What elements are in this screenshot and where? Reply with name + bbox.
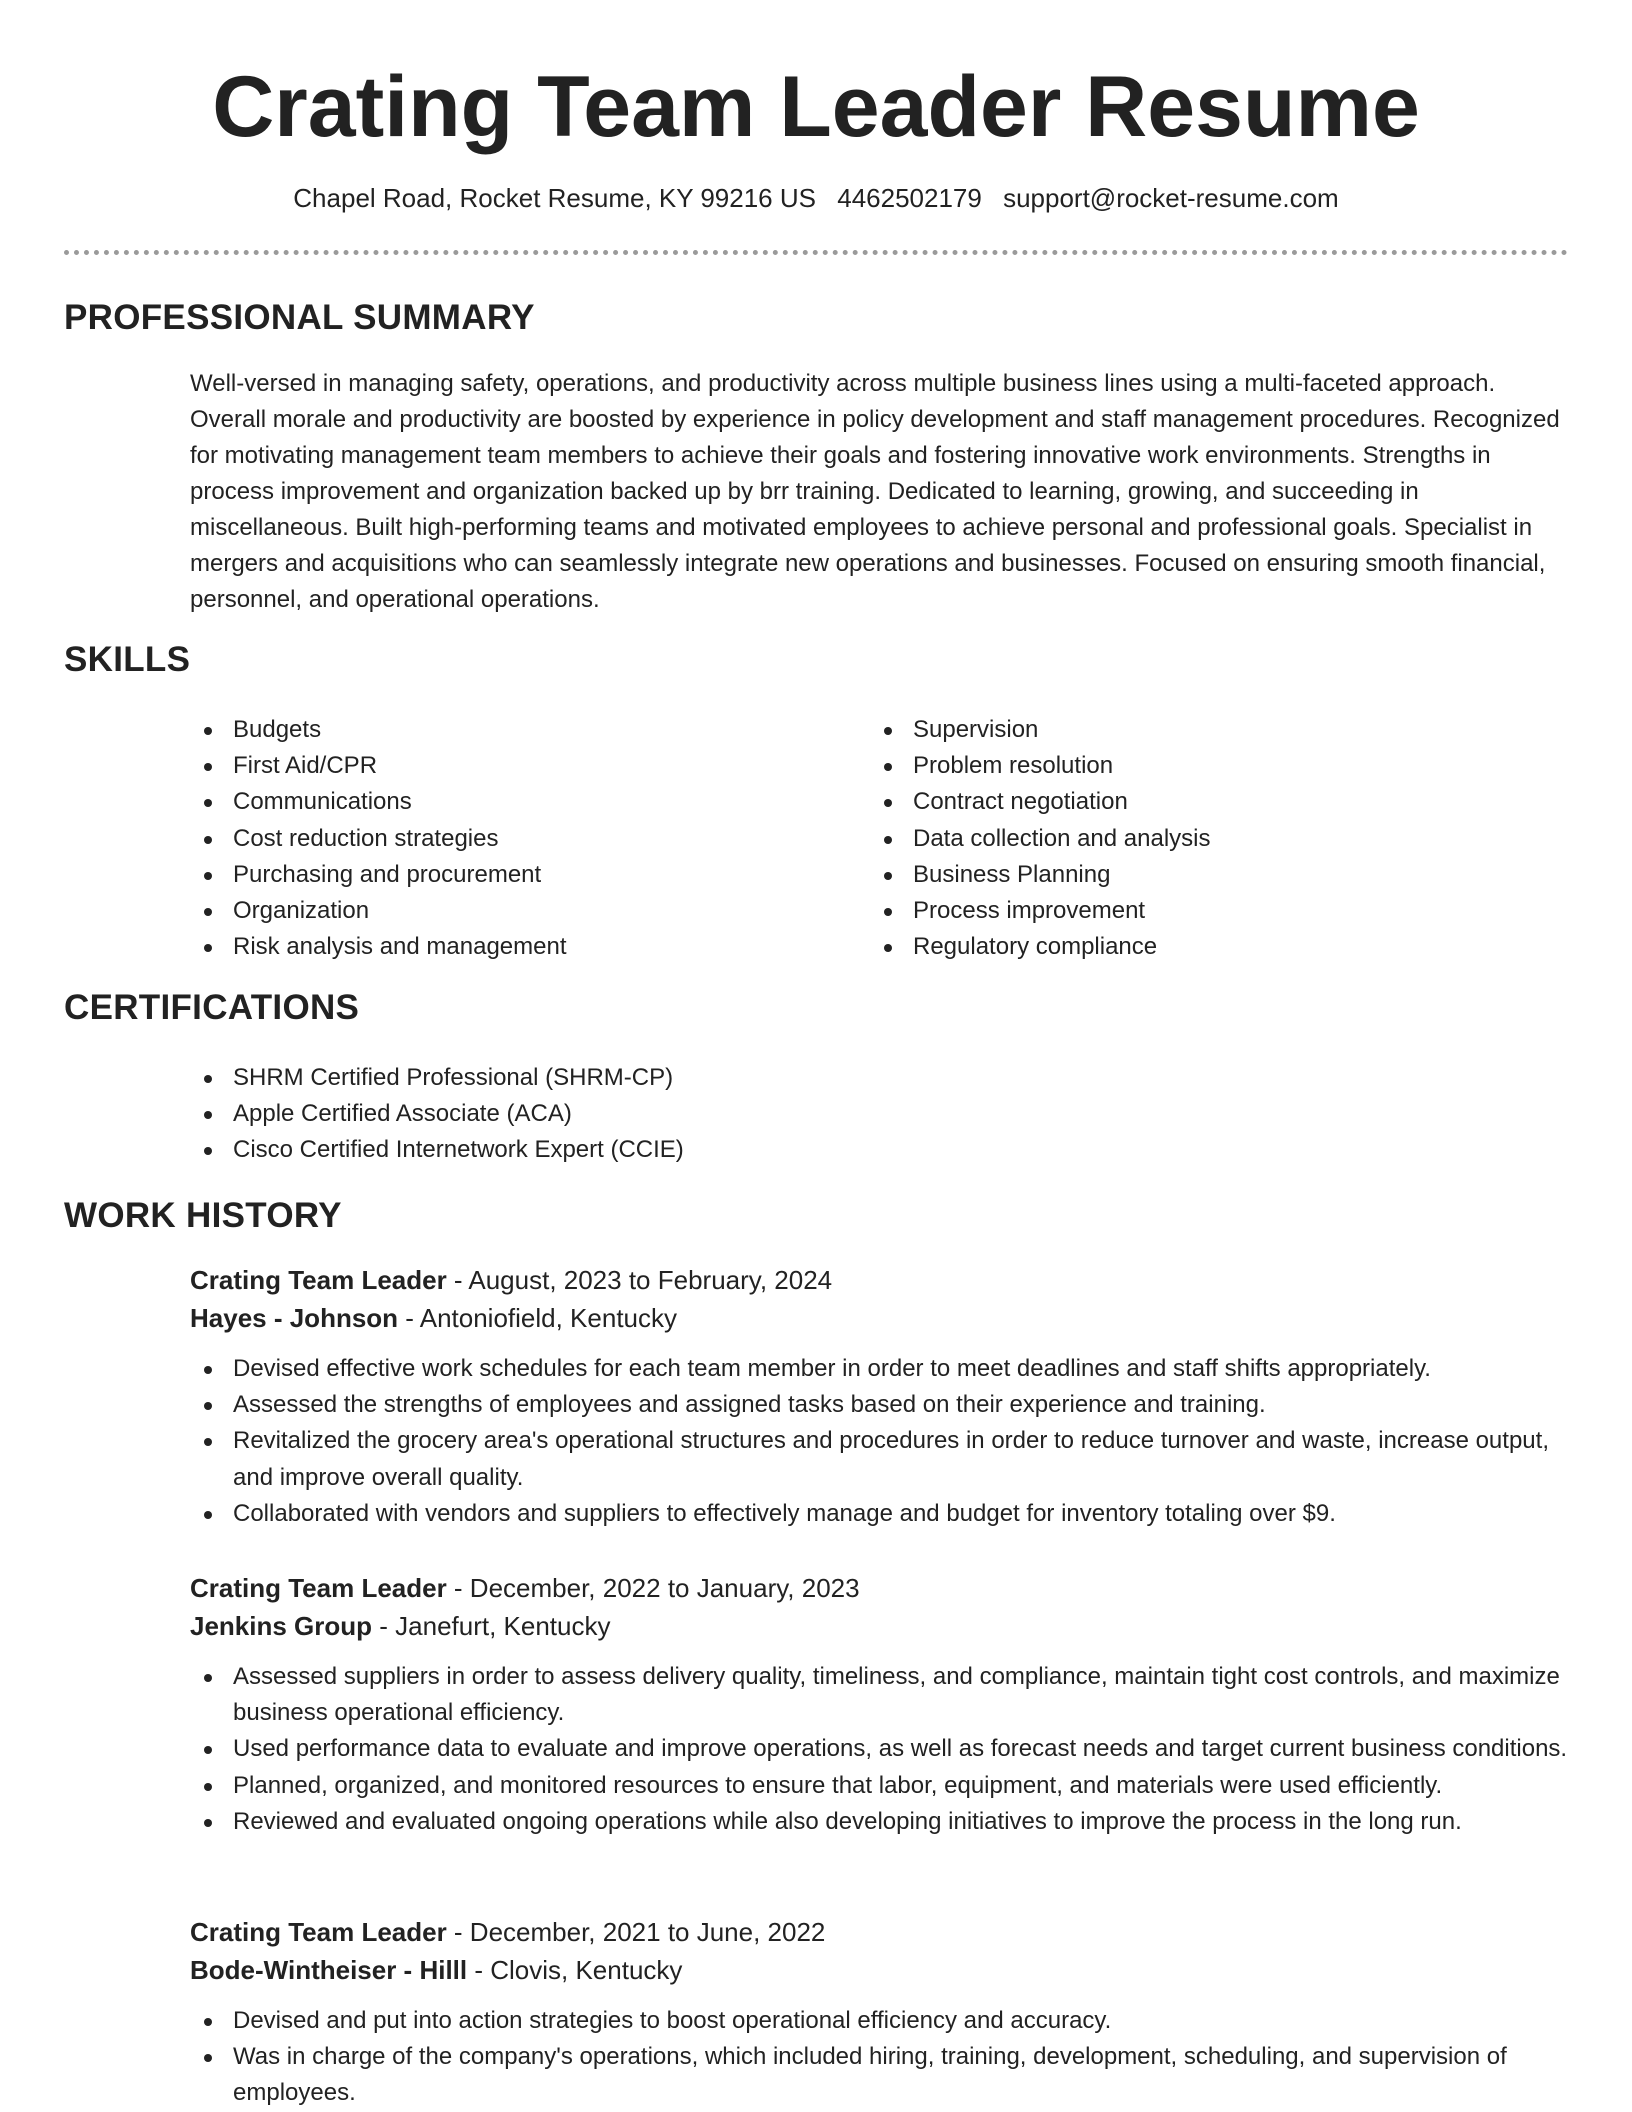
job-bullet: Collaborated with vendors and suppliers to effectively manage and budget for inventory totaling over $9. bbox=[190, 1496, 1570, 1532]
skill-item: Data collection and analysis bbox=[870, 821, 1510, 857]
work-history-heading: WORK HISTORY bbox=[64, 1196, 342, 1235]
certifications-list bbox=[190, 1060, 1190, 1169]
job-dates: - August, 2023 to February, 2024 bbox=[446, 1265, 833, 1295]
certification-item: Cisco Certified Internetwork Expert (CCIE) bbox=[190, 1132, 1190, 1168]
job-location: - Clovis, Kentucky bbox=[467, 1955, 683, 1985]
job-company: Bode-Wintheiser - Hilll bbox=[190, 1955, 468, 1985]
job-bullets bbox=[190, 2003, 1570, 2112]
skills-column-left bbox=[190, 712, 830, 965]
contact-phone: 4462502179 bbox=[837, 183, 982, 213]
job-bullet: Assessed suppliers in order to assess delivery quality, timeliness, and compliance, maintain tight cost controls, and maximize business operational efficiency. bbox=[190, 1659, 1570, 1731]
skill-item: Budgets bbox=[190, 712, 830, 748]
summary-text: Well-versed in managing safety, operations, and productivity across multiple business lines using a multi-faceted approach. Overall morale and productivity are boosted by experience in policy development and staff management procedures. Recognized for motivating management team members to achieve their goals and fostering innovative work environments. Strengths in process improvement and organization backed up by brr training. Dedicated to learning, growing, and succeeding in miscellaneous. Built high-performing teams and motivated employees to achieve personal and professional goals. Specialist in mergers and acquisitions who can seamlessly integrate new operations and businesses. Focused on ensuring smooth financial, personnel, and operational operations. bbox=[190, 370, 1560, 613]
job-title: Crating Team Leader bbox=[190, 1917, 447, 1947]
job-bullet: Planned, organized, and monitored resources to ensure that labor, equipment, and materials were used efficiently. bbox=[190, 1768, 1570, 1804]
job-company-line bbox=[190, 1951, 1570, 1989]
header-divider bbox=[64, 250, 1568, 255]
certification-item: SHRM Certified Professional (SHRM-CP) bbox=[190, 1060, 1190, 1096]
job-bullet: Devised and put into action strategies to boost operational efficiency and accuracy. bbox=[190, 2003, 1570, 2039]
job-company: Hayes - Johnson bbox=[190, 1303, 399, 1333]
skill-item: Communications bbox=[190, 784, 830, 820]
contact-address: Chapel Road, Rocket Resume, KY 99216 US bbox=[293, 183, 816, 213]
summary-heading: PROFESSIONAL SUMMARY bbox=[64, 298, 535, 337]
job-bullet: Assessed the strengths of employees and assigned tasks based on their experience and training. bbox=[190, 1387, 1570, 1423]
job-title-line bbox=[190, 1261, 1570, 1299]
job-title: Crating Team Leader bbox=[190, 1265, 447, 1295]
job-entry bbox=[190, 1913, 1570, 2112]
contact-email: support@rocket-resume.com bbox=[1003, 183, 1339, 213]
job-title-line bbox=[190, 1913, 1570, 1951]
skills-column-right bbox=[870, 712, 1510, 965]
job-bullets bbox=[190, 1351, 1570, 1532]
certification-item: Apple Certified Associate (ACA) bbox=[190, 1096, 1190, 1132]
skill-item: Organization bbox=[190, 893, 830, 929]
skill-item: First Aid/CPR bbox=[190, 748, 830, 784]
job-company: Jenkins Group bbox=[190, 1611, 373, 1641]
job-company-line bbox=[190, 1607, 1570, 1645]
job-bullet: Reviewed and evaluated ongoing operations while also developing initiatives to improve the process in the long run. bbox=[190, 1804, 1570, 1840]
certifications-heading: CERTIFICATIONS bbox=[64, 988, 360, 1027]
job-company-line bbox=[190, 1299, 1570, 1337]
job-entry bbox=[190, 1569, 1570, 1840]
job-location: - Antoniofield, Kentucky bbox=[398, 1303, 678, 1333]
job-location: - Janefurt, Kentucky bbox=[372, 1611, 611, 1641]
job-dates: - December, 2021 to June, 2022 bbox=[446, 1917, 826, 1947]
skill-item: Cost reduction strategies bbox=[190, 821, 830, 857]
job-bullet: Used performance data to evaluate and improve operations, as well as forecast needs and target current business conditions. bbox=[190, 1731, 1570, 1767]
skill-item: Business Planning bbox=[870, 857, 1510, 893]
skill-item: Contract negotiation bbox=[870, 784, 1510, 820]
skill-item: Process improvement bbox=[870, 893, 1510, 929]
skill-item: Problem resolution bbox=[870, 748, 1510, 784]
skill-item: Regulatory compliance bbox=[870, 929, 1510, 965]
job-title-line bbox=[190, 1569, 1570, 1607]
job-entry bbox=[190, 1261, 1570, 1532]
job-bullet: Devised effective work schedules for each team member in order to meet deadlines and staff shifts appropriately. bbox=[190, 1351, 1570, 1387]
job-title: Crating Team Leader bbox=[190, 1573, 447, 1603]
skill-item: Purchasing and procurement bbox=[190, 857, 830, 893]
skills-heading: SKILLS bbox=[64, 640, 191, 679]
contact-line bbox=[0, 180, 1632, 216]
skill-item: Supervision bbox=[870, 712, 1510, 748]
job-bullet: Was in charge of the company's operations, which included hiring, training, development, scheduling, and supervision of employees. bbox=[190, 2039, 1570, 2111]
job-dates: - December, 2022 to January, 2023 bbox=[446, 1573, 860, 1603]
job-bullet: Revitalized the grocery area's operational structures and procedures in order to reduce turnover and waste, increase output, and improve overall quality. bbox=[190, 1423, 1570, 1495]
page-title: Crating Team Leader Resume bbox=[212, 59, 1420, 155]
job-bullets bbox=[190, 1659, 1570, 1840]
skill-item: Risk analysis and management bbox=[190, 929, 830, 965]
